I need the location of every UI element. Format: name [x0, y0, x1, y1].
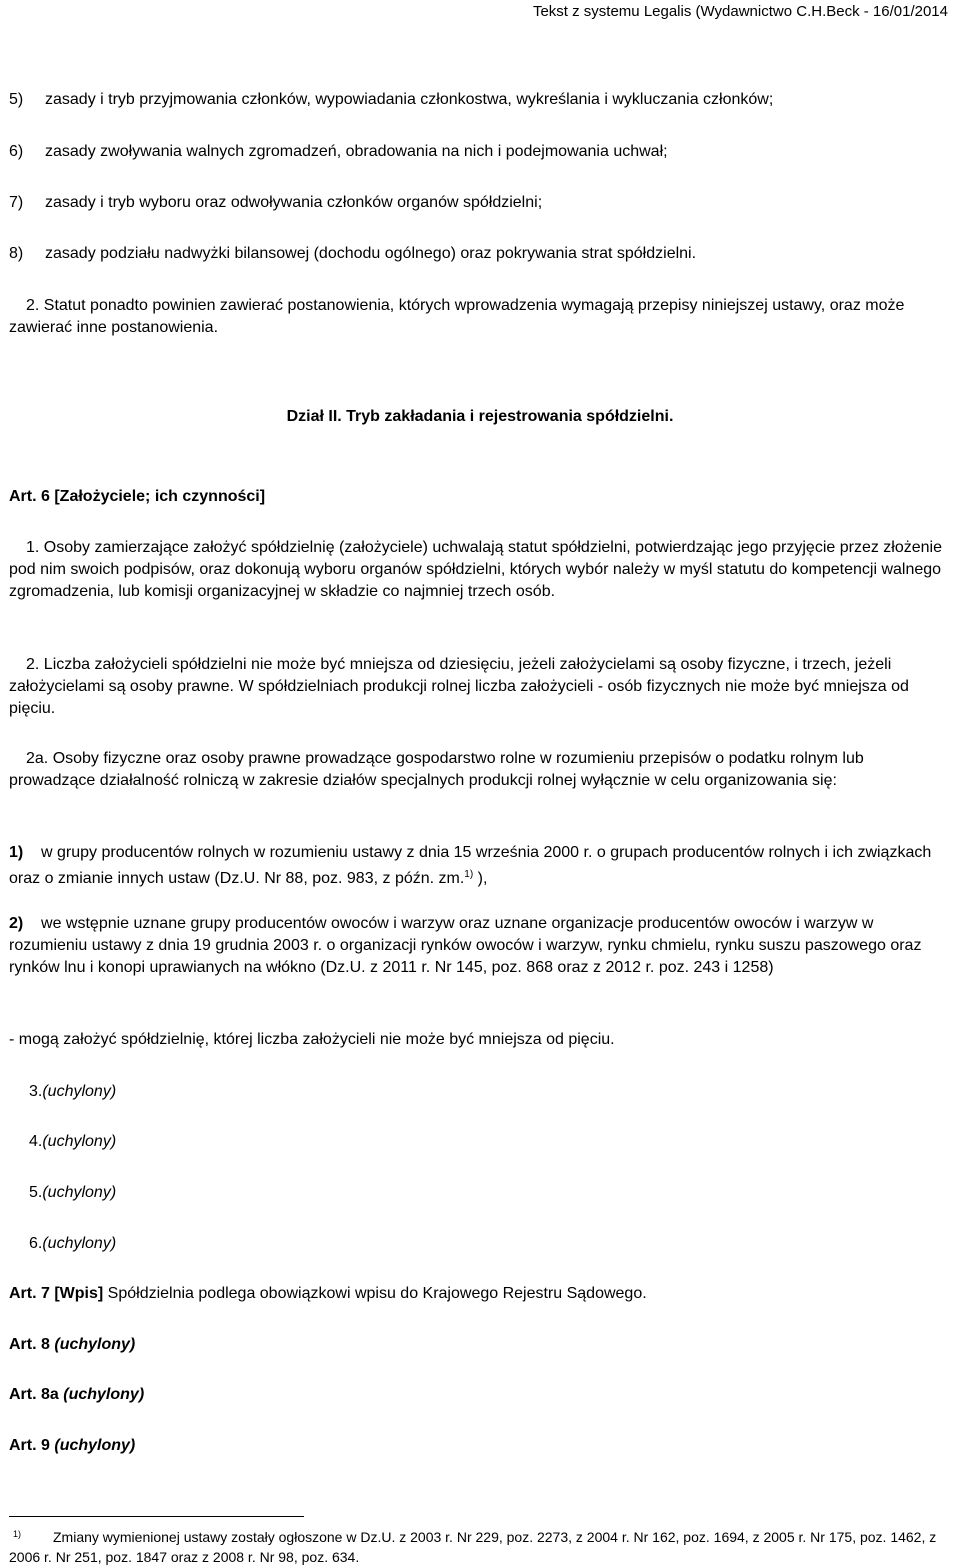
list-item: 1) w grupy producentów rolnych w rozumieniu ustawy z dnia 15 września 2000 r. o grupach producentów rolnych i ich związkach oraz o zmianie innych ustaw (Dz.U. Nr 88, poz. 983, z późn. zm.$^{1)}$ ), — [9, 844, 932, 887]
list-item: 6.(uchylony) — [29, 1235, 117, 1252]
closing-clause: - mogą założyć spółdzielnię, której liczba założycieli nie może być mniejsza od pięciu. — [9, 1031, 615, 1048]
list-item: 7) zasady i tryb wyboru oraz odwoływania członków organów spółdzielni; — [9, 194, 543, 211]
article-9: Art. 9 (uchylony) — [9, 1437, 136, 1454]
page-header: Tekst z systemu Legalis (Wydawnictwo C.H.Beck - 16/01/2014 — [532, 3, 948, 20]
article-6-paragraph-2: 2. Liczba założycieli spółdzielni nie może być mniejsza od dziesięciu, jeżeli założycielami są osoby fizyczne, i trzech, jeżeli założycielami są osoby prawne. W spółdzielniach produkcji rolnej liczba założycieli - osób fizycznych nie może być mniejsza od pięciu. — [9, 656, 909, 717]
article-8a: Art. 8a (uchylony) — [9, 1386, 145, 1403]
footnote-divider — [9, 1516, 304, 1517]
footnote-ref: 1) — [464, 869, 474, 880]
list-item: 5.(uchylony) — [29, 1184, 117, 1201]
list-item: 6) zasady zwoływania walnych zgromadzeń, obradowania na nich i podejmowania uchwał; — [9, 143, 668, 160]
article-8: Art. 8 (uchylony) — [9, 1336, 136, 1353]
article-6-paragraph-2a: 2a. Osoby fizyczne oraz osoby prawne prowadzące gospodarstwo rolne w rozumieniu przepisów o podatku rolnym lub prowadzące działalność rolniczą w zakresie działów specjalnych produkcji rolnej wyłącznie w celu organizowania się: — [9, 750, 864, 789]
list-item: 8) zasady podziału nadwyżki bilansowej (dochodu ogólnego) oraz pokrywania strat spółdzielni. — [9, 245, 697, 262]
article-6-paragraph-1: 1. Osoby zamierzające założyć spółdzielnię (założyciele) uchwalają statut spółdzielni, potwierdzając jego przyjęcie przez złożenie pod nim swoich podpisów, oraz dokonują wyboru organów spółdzielni, których wybór należy w myśl statutu do kompetencji walnego zgromadzenia, lub komisji organizacyjnej w składzie co najmniej trzech osób. — [9, 539, 942, 600]
article-7: Art. 7 [Wpis] Spółdzielnia podlega obowiązkowi wpisu do Krajowego Rejestru Sądowego. — [9, 1285, 647, 1302]
footnote: 1) Zmiany wymienionej ustawy zostały ogłoszone w Dz.U. z 2003 r. Nr 229, poz. 2273, z 2004 r. Nr 162, poz. 1694, z 2005 r. Nr 175, poz. 1462, z 2006 r. Nr 251, poz. 1847 oraz z 2008 r. Nr 98, poz. 634. — [9, 1529, 937, 1565]
section-title: Dział II. Tryb zakładania i rejestrowania spółdzielni. — [286, 408, 674, 425]
list-item: 4.(uchylony) — [29, 1133, 117, 1150]
list-item: 3.(uchylony) — [29, 1083, 117, 1100]
list-item: 5) zasady i tryb przyjmowania członków, wypowiadania członkostwa, wykreślania i wykluczania członków; — [9, 91, 774, 108]
article-6-heading: Art. 6 [Założyciele; ich czynności] — [9, 488, 266, 505]
paragraph-2: 2. Statut ponadto powinien zawierać postanowienia, których wprowadzenia wymagają przepisy niniejszej ustawy, oraz może zawierać inne postanowienia. — [9, 297, 905, 336]
list-item: 2) we wstępnie uznane grupy producentów owoców i warzyw oraz uznane organizacje producentów owoców i warzyw w rozumieniu ustawy z dnia 19 grudnia 2003 r. o organizacji rynków owoców i warzyw, rynku chmielu, rynku suszu paszowego oraz rynków lnu i konopi uprawianych na włókno (Dz.U. z 2011 r. Nr 145, poz. 868 oraz z 2012 r. poz. 243 i 1258) — [9, 915, 922, 976]
